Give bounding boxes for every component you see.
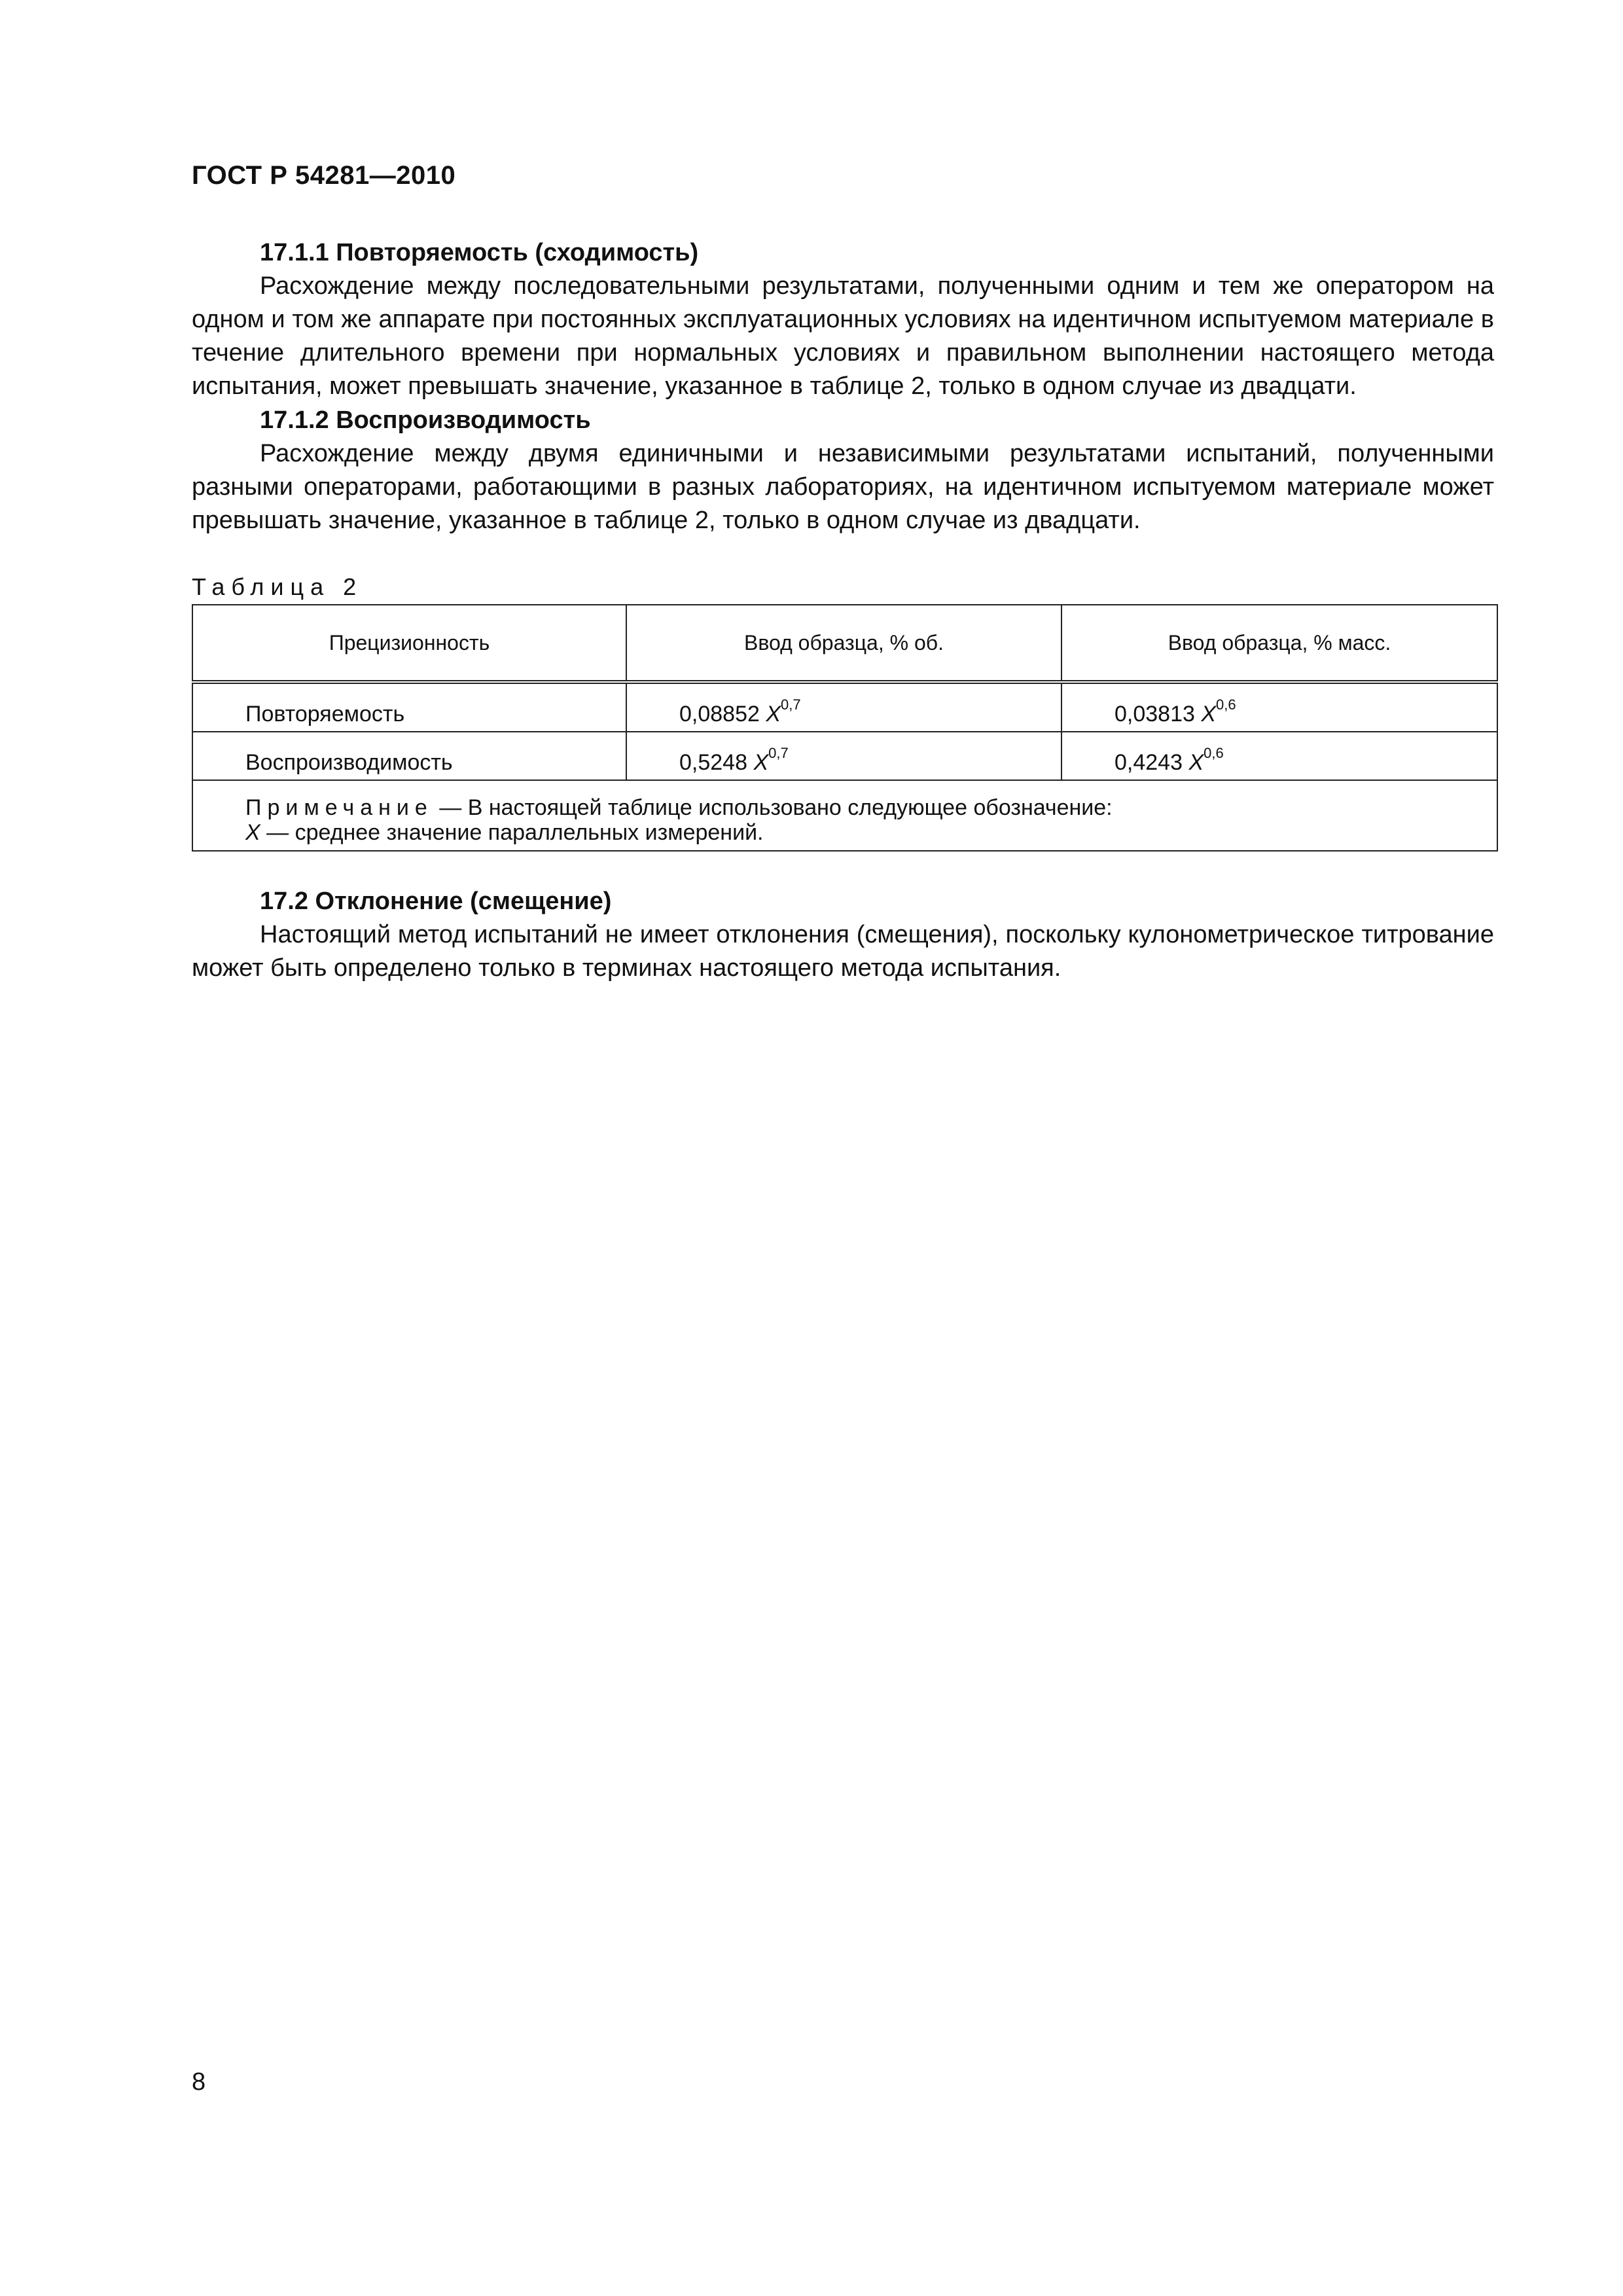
- exponent: 0,7: [781, 696, 801, 713]
- variable-x: X: [753, 750, 769, 775]
- header-precision: Прецизионность: [192, 605, 626, 682]
- coefficient: 0,5248: [679, 750, 747, 775]
- value-reproducibility-volume: [626, 732, 1061, 780]
- exponent: 0,6: [1204, 745, 1224, 761]
- variable-x: X: [1188, 750, 1204, 775]
- note-line-2: [245, 820, 1497, 845]
- variable-x: X: [1201, 702, 1217, 726]
- paragraph-bias: Настоящий метод испытаний не имеет отклонения (смещения), поскольку кулонометрическое титрование может быть определено только в терминах настоящего метода испытания.: [192, 921, 1494, 982]
- row-label-repeatability: Повторяемость: [192, 682, 626, 732]
- note-text: В настоящей таблице использовано следующее обозначение:: [467, 795, 1113, 820]
- note-label: Примечание: [245, 795, 433, 820]
- variable-x: X: [766, 702, 781, 726]
- table-note: [192, 780, 1497, 851]
- page-content: [192, 236, 1494, 985]
- table-header-row: [192, 605, 1497, 682]
- value-repeatability-volume: [626, 682, 1061, 732]
- header-mass-input: Ввод образца, % масс.: [1061, 605, 1497, 682]
- table-note-row: [192, 780, 1497, 851]
- table-caption: Таблица 2: [192, 573, 363, 600]
- table-row: [192, 682, 1497, 732]
- precision-table: [192, 604, 1498, 852]
- paragraph-reproducibility: Расхождение между двумя единичными и независимыми результатами испытаний, полученными разными операторами, работающими в разных лабораториях, на идентичном испытуемом материале может превышать значение, указанное в таблице 2, только в одном случае из двадцати.: [192, 440, 1494, 534]
- exponent: 0,6: [1216, 696, 1236, 713]
- value-reproducibility-mass: [1061, 732, 1497, 780]
- coefficient: 0,08852: [679, 702, 760, 726]
- value-repeatability-mass: [1061, 682, 1497, 732]
- heading-17-1-1: 17.1.1 Повторяемость (сходимость): [260, 239, 699, 266]
- exponent: 0,7: [768, 745, 789, 761]
- coefficient: 0,4243: [1115, 750, 1183, 775]
- coefficient: 0,03813: [1115, 702, 1195, 726]
- row-label-reproducibility: Воспроизводимость: [192, 732, 626, 780]
- paragraph-repeatability: Расхождение между последовательными результатами, полученными одним и тем же оператором на одном и том же аппарате при постоянных эксплуатационных условиях на идентичном испытуемом материале в течение длительного времени при нормальных условиях и правильном выполнении настоящего метода испытания, может превышать значение, указанное в таблице 2, только в одном случае из двадцати.: [192, 272, 1494, 400]
- note-definition: — среднее значение параллельных измерений.: [260, 820, 764, 845]
- note-dash: —: [433, 795, 468, 820]
- heading-17-1-2: 17.1.2 Воспроизводимость: [260, 406, 591, 434]
- section-17-2: [192, 884, 1494, 985]
- note-variable-x: X: [245, 820, 260, 845]
- table-row: [192, 732, 1497, 780]
- note-line-1: [245, 795, 1497, 820]
- document-code: ГОСТ Р 54281—2010: [192, 161, 456, 190]
- page-number: 8: [192, 2068, 206, 2096]
- heading-17-2: 17.2 Отклонение (смещение): [260, 888, 612, 915]
- header-volume-input: Ввод образца, % об.: [626, 605, 1061, 682]
